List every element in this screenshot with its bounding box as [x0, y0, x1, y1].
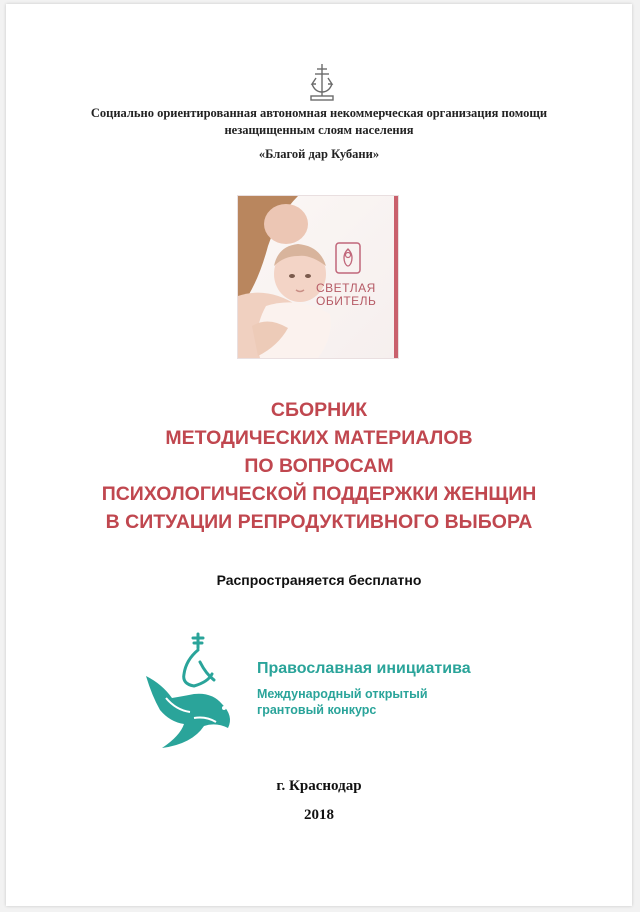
organization-name: «Благой дар Кубани»: [258, 147, 380, 161]
initiative-subtitle: [257, 686, 428, 718]
cover-photo: [237, 195, 399, 359]
org-line-1: Социально ориентированная автономная некоммерческая организация помощи: [90, 106, 548, 120]
document-title: [6, 396, 632, 536]
org-line-2: незащищенным слоям населения: [224, 123, 414, 137]
publication-year: 2018: [304, 807, 334, 823]
accent-bar: [394, 196, 398, 358]
dove-church-dome-icon: [142, 632, 252, 750]
initiative-title: Православная инициатива: [257, 660, 471, 677]
publication-city: г. Краснодар: [276, 778, 362, 794]
svetlaya-obitel-brand: [316, 282, 376, 308]
organization-description: [6, 105, 632, 139]
document-page: [6, 4, 632, 906]
initiative-subtitle-line-1: Международный открытый: [257, 687, 428, 701]
initiative-subtitle-line-2: грантовый конкурс: [257, 703, 377, 717]
orthodox-emblem-icon: [307, 62, 337, 102]
title-line-5: В СИТУАЦИИ РЕПРОДУКТИВНОГО ВЫБОРА: [105, 511, 533, 533]
brand-line-2: ОБИТЕЛЬ: [316, 294, 377, 308]
svetlaya-obitel-logo-icon: [333, 241, 363, 281]
title-line-2: МЕТОДИЧЕСКИХ МАТЕРИАЛОВ: [165, 427, 473, 449]
title-line-4: ПСИХОЛОГИЧЕСКОЙ ПОДДЕРЖКИ ЖЕНЩИН: [101, 483, 537, 505]
title-line-1: СБОРНИК: [270, 399, 368, 421]
title-line-3: ПО ВОПРОСАМ: [244, 455, 394, 477]
brand-line-1: СВЕТЛАЯ: [316, 281, 376, 295]
mother-and-baby-image: [238, 196, 398, 358]
distribution-note: Распространяется бесплатно: [216, 572, 422, 588]
